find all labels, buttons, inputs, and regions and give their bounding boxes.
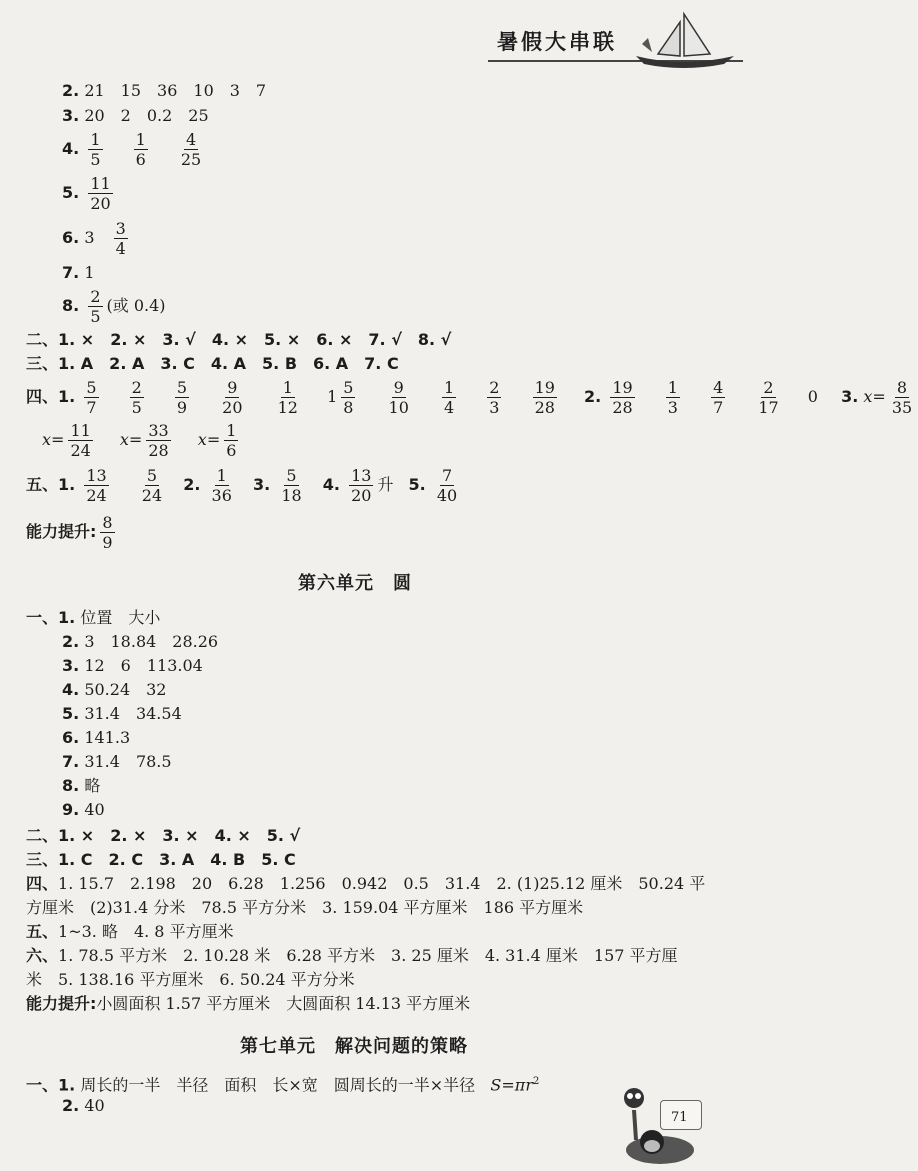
fraction: $\frac{7}{40}$ [436, 466, 458, 505]
fraction: $\frac{13}{24}$ [86, 466, 107, 505]
fraction: $\frac{5}{9}$ [176, 378, 188, 417]
answer-line: 一、1. 周长的一半 半径 面积 长×宽 圆周长的一半×半径 $S=\pi r^2$ [26, 1075, 540, 1095]
answer-line: 3. 20 2 0.2 25 [62, 106, 209, 125]
answer-line: 6. 141.3 [62, 728, 131, 747]
answer-line: 三、1. C 2. C 3. A 4. B 5. C [26, 850, 296, 869]
fraction: $\frac{11}{24}$ [70, 421, 91, 460]
fraction: $\frac{2}{3}$ [489, 378, 500, 417]
fraction: $\frac{1}{6}$ [135, 130, 146, 169]
mixed-fraction: $\frac{5}{8}$ [343, 378, 354, 417]
answer-line: 四、1. $\frac{5}{7}$ $\frac{2}{5}$ $\frac{5}{9}$ $\frac{9}{20}$ $\frac{1}{12}$ 1 $\frac{5}{8}$ $\frac{9}{10}$ $\frac{1}{4}$ $\frac{2}{3}$ $\frac{19}{28}$ 2. $\frac{19}{28}$ $\frac{1}{3}$ $\frac{4}{7}$ $\frac{2}{17}$ 0 3. x= $\frac{8}{35}$ [26, 378, 913, 417]
answer-line: 4. $\frac{1}{5}$ $\frac{1}{6}$ $\frac{4}{25}$ [62, 130, 202, 169]
fraction: $\frac{33}{28}$ [148, 421, 169, 460]
fraction: $\frac{2}{5}$ [131, 378, 142, 417]
fraction: $\frac{11}{20}$ [90, 174, 111, 213]
answer-line: 5. 31.4 34.54 [62, 704, 182, 723]
answer-line: 六、1. 78.5 平方米 2. 10.28 米 6.28 平方米 3. 25 厘米 4. 31.4 厘米 157 平方厘 [26, 946, 678, 965]
fraction: $\frac{9}{20}$ [222, 378, 243, 417]
fraction: $\frac{8}{9}$ [102, 513, 113, 552]
fraction: $\frac{1}{3}$ [667, 378, 678, 417]
fraction: $\frac{2}{17}$ [758, 378, 779, 417]
fraction: $\frac{4}{25}$ [180, 130, 202, 169]
answer-line: 一、1. 位置 大小 [26, 608, 161, 627]
fraction: $\frac{1}{36}$ [211, 466, 232, 505]
fraction: $\frac{4}{7}$ [713, 378, 724, 417]
fraction: $\frac{2}{5}$ [90, 287, 101, 326]
unit-title: 第七单元 解决问题的策略 [240, 1036, 468, 1057]
ability-line: 能力提升:小圆面积 1.57 平方厘米 大圆面积 14.13 平方厘米 [26, 994, 471, 1013]
header-title: 暑假大串联 [497, 30, 617, 54]
fraction: $\frac{1}{12}$ [277, 378, 298, 417]
page-number: 71 [671, 1110, 688, 1125]
fraction: $\frac{8}{35}$ [891, 378, 913, 417]
fraction: $\frac{1}{5}$ [90, 130, 101, 169]
answer-line: x= $\frac{11}{24}$ x= $\frac{33}{28}$ x= $\frac{1}{6}$ [42, 421, 237, 460]
answer-line: 9. 40 [62, 800, 105, 819]
fraction: $\frac{9}{10}$ [388, 378, 409, 417]
answer-line: 8. 略 [62, 776, 101, 795]
fraction: $\frac{19}{28}$ [534, 378, 555, 417]
fraction: $\frac{5}{24}$ [141, 466, 163, 505]
answer-line: 五、1. $\frac{13}{24}$ $\frac{5}{24}$ 2. $\frac{1}{36}$ 3. $\frac{5}{18}$ 4. $\frac{13}{20}$ 升 5. $\frac{7}{40}$ [26, 466, 458, 505]
answer-line: 二、1. × 2. × 3. √ 4. × 5. × 6. × 7. √ 8. √ [26, 330, 452, 349]
fraction: $\frac{1}{6}$ [226, 421, 237, 460]
fraction: $\frac{5}{7}$ [86, 378, 97, 417]
answer-line: 7. 31.4 78.5 [62, 752, 172, 771]
fraction: $\frac{3}{4}$ [115, 219, 126, 258]
fraction: $\frac{13}{20}$ [351, 466, 372, 505]
sailboat-icon [628, 8, 738, 70]
answer-line: 方厘米 (2)31.4 分米 78.5 平方分米 3. 159.04 平方厘米 186 平方厘米 [26, 898, 584, 917]
answer-line: 7. 1 [62, 263, 95, 282]
answer-line: 4. 50.24 32 [62, 680, 167, 699]
answer-line: 2. 21 15 36 10 3 7 [62, 81, 267, 100]
fraction: $\frac{5}{18}$ [281, 466, 302, 505]
answer-line: 米 5. 138.16 平方厘米 6. 50.24 平方分米 [26, 970, 355, 989]
answer-line: 五、1~3. 略 4. 8 平方厘米 [26, 922, 234, 941]
answer-line: 2. 40 [62, 1096, 105, 1115]
answer-line: 3. 12 6 113.04 [62, 656, 203, 675]
unit-title: 第六单元 圆 [298, 573, 412, 594]
ability-line: 能力提升: $\frac{8}{9}$ [26, 513, 113, 552]
fraction: $\frac{19}{28}$ [612, 378, 633, 417]
answer-line: 8. $\frac{2}{5}$ (或 0.4) [62, 287, 166, 326]
fraction: $\frac{1}{4}$ [444, 378, 455, 417]
answer-line: 三、1. A 2. A 3. C 4. A 5. B 6. A 7. C [26, 354, 399, 373]
answer-line: 5. $\frac{11}{20}$ [62, 174, 111, 213]
answer-line: 四、1. 15.7 2.198 20 6.28 1.256 0.942 0.5 31.4 2. (1)25.12 厘米 50.24 平 [26, 874, 706, 893]
answer-line: 二、1. × 2. × 3. × 4. × 5. √ [26, 826, 301, 845]
answer-line: 2. 3 18.84 28.26 [62, 632, 219, 651]
answer-line: 6. 3 $\frac{3}{4}$ [62, 219, 126, 258]
